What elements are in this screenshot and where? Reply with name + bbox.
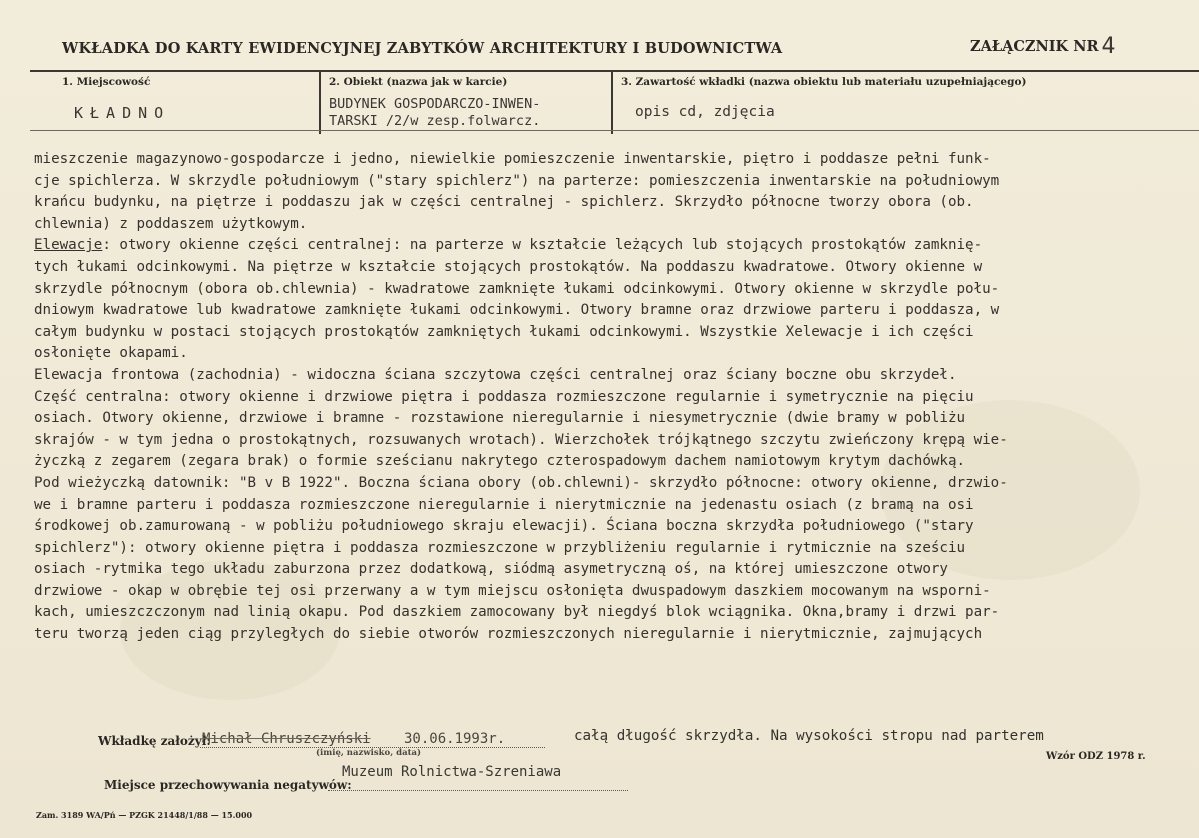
text-line: chlewnia) z poddaszem użytkowym. — [34, 215, 308, 232]
field-content — [611, 72, 1199, 134]
form-code: Wzór ODZ 1978 r. — [1046, 751, 1146, 762]
content-label: 3. Zawartość wkładki (nazwa obiektu lub materiału uzupełniającego) — [621, 76, 1027, 88]
text-line: tych łukami odcinkowymi. Na piętrze w kształcie stojących prostokątów. Na poddaszu kwadratowe. Otwory okienne w — [34, 258, 983, 275]
text-line: spichlerz"): otwory okienne piętra i poddasza rozmieszczone w przybliżeniu regularnie i rytmicznie na sześciu — [34, 539, 966, 556]
prepared-by-label: Wkładkę założył: — [98, 734, 211, 748]
storage-dotted-line — [328, 790, 628, 791]
field-place — [30, 72, 316, 134]
text-line: całym budynku w postaci stojących prostokątów zamkniętych łukami odcinkowymi. Wszystkie Xelewacje i ich części — [34, 323, 974, 340]
text-line-elevations — [34, 235, 1194, 257]
text-line: cje spichlerza. W skrzydle południowym ("stary spichlerz") na parterze: pomieszczenia inwentarskie na południowym — [34, 172, 1000, 189]
elevations-text: : otwory okienne części centralnej: na parterze w kształcie leżących lub stojących prostokątów zamknię- — [102, 237, 983, 254]
header-fields — [30, 70, 1199, 134]
object-value — [329, 96, 540, 130]
annex-label-text: ZAŁĄCZNIK NR — [970, 38, 1099, 55]
text-line: środkowej ob.zamurowaną - w pobliżu południowego skraju elewacji). Ściana boczna skrzydła południowego ("stary — [34, 518, 974, 535]
text-line: skrajów - w tym jedna o prostokątnych, rozsuwanych wrotach). Wierzchołek trójkątnego szczytu zwieńczony krępą wie- — [34, 431, 1008, 448]
text-line: we i bramne parteru i poddasza rozmieszczone nieregularnie i nierytmicznie na jedenastu osiach (z bramą na osi — [34, 496, 974, 513]
object-label: 2. Obiekt (nazwa jak w karcie) — [329, 76, 508, 88]
content-value: opis cd, zdjęcia — [635, 104, 775, 120]
text-line: drzwiowe - okap w obrębie tej osi przerwany a w tym miejscu osłonięta dwuspadowym daszkiem mocowanym na wsporni- — [34, 582, 991, 599]
text-line: dniowym kwadratowe lub kwadratowe zamknięte łukami odcinkowymi. Otwory bramne oraz drzwiowe parteru i poddasza, w — [34, 302, 1000, 319]
text-line: osiach. Otwory okienne, drzwiowe i bramne - rozstawione nieregularnie i niesymetrycznie (dwie bramy w pobliżu — [34, 410, 966, 427]
object-value-line1: BUDYNEK GOSPODARCZO-INWEN- — [329, 96, 541, 112]
text-line: Część centralna: otwory okienne i drzwiowe piętra i poddasza rozmieszczone regularnie i symetrycznie na pięciu — [34, 388, 974, 405]
print-note: Zam. 3189 WA/Pń — PZGK 21448/1/88 — 15.000 — [36, 810, 253, 820]
text-line: kach, umieszczczonym nad linią okapu. Pod daszkiem zamocowany był niegdyś blok wciągnika. Okna,bramy i drzwi par- — [34, 604, 1000, 621]
annex-label — [970, 34, 1116, 59]
text-line-continuation: całą długość skrzydła. Na wysokości stropu nad parterem — [574, 728, 1044, 744]
prepared-by-date: 30.06.1993r. — [404, 731, 506, 747]
text-line: teru tworzą jeden ciąg przyległych do siebie otworów rozmieszczonych nieregularnie i nierytmicznie, zajmujących — [34, 626, 983, 643]
text-line: Elewacja frontowa (zachodnia) - widoczna ściana szczytowa części centralnej oraz ściany boczne obu skrzydeł. — [34, 366, 957, 383]
field-object — [319, 72, 611, 134]
place-label: 1. Miejscowość — [62, 76, 151, 88]
fields-bottom-rule — [30, 130, 1199, 131]
text-line: mieszczenie magazynowo-gospodarcze i jedno, niewielkie pomieszczenie inwentarskie, piętro i poddasze pełni funk- — [34, 151, 991, 167]
description-text — [34, 149, 1194, 646]
text-line: skrzydle północnym (obora ob.chlewnia) - kwadratowe zamknięte łukami odcinkowymi. Otwory okienne w skrzydle połu- — [34, 280, 1000, 297]
text-line: życzką z zegarem (zegara brak) o formie sześcianu nakrytego czterospadowym dachem namiotowym krytym dachówką. — [34, 453, 966, 470]
elevations-heading: Elewacje — [34, 237, 103, 254]
text-line: osłonięte okapami. — [34, 345, 188, 362]
prepared-by-name: Michał Chruszczyński — [202, 731, 371, 747]
prepared-by-caption: (imię, nazwisko, data) — [316, 748, 422, 758]
place-value: KŁADNO — [74, 104, 171, 122]
text-line: osiach -rytmika tego układu zaburzona przez dodatkową, siódmą asymetryczną oś, na której umieszczone otwory — [34, 561, 948, 578]
storage-value: Muzeum Rolnictwa-Szreniawa — [342, 764, 562, 780]
text-line: Pod wieżyczką datownik: "B v B 1922". Boczna ściana obory (ob.chlewni)- skrzydło północne: otwory okienne, drzwio- — [34, 474, 1008, 491]
form-title: WKŁADKA DO KARTY EWIDENCYJNEJ ZABYTKÓW ARCHITEKTURY I BUDOWNICTWA — [62, 40, 783, 57]
text-line: krańcu budynku, na piętrze i poddaszu jak w części centralnej - spichlerz. Skrzydło północne tworzy obora (ob. — [34, 194, 974, 211]
annex-number: 4 — [1101, 34, 1116, 59]
storage-label: Miejsce przechowywania negatywów: — [104, 778, 352, 792]
object-value-line2: TARSKI /2/w zesp.folwarcz. — [329, 113, 541, 129]
